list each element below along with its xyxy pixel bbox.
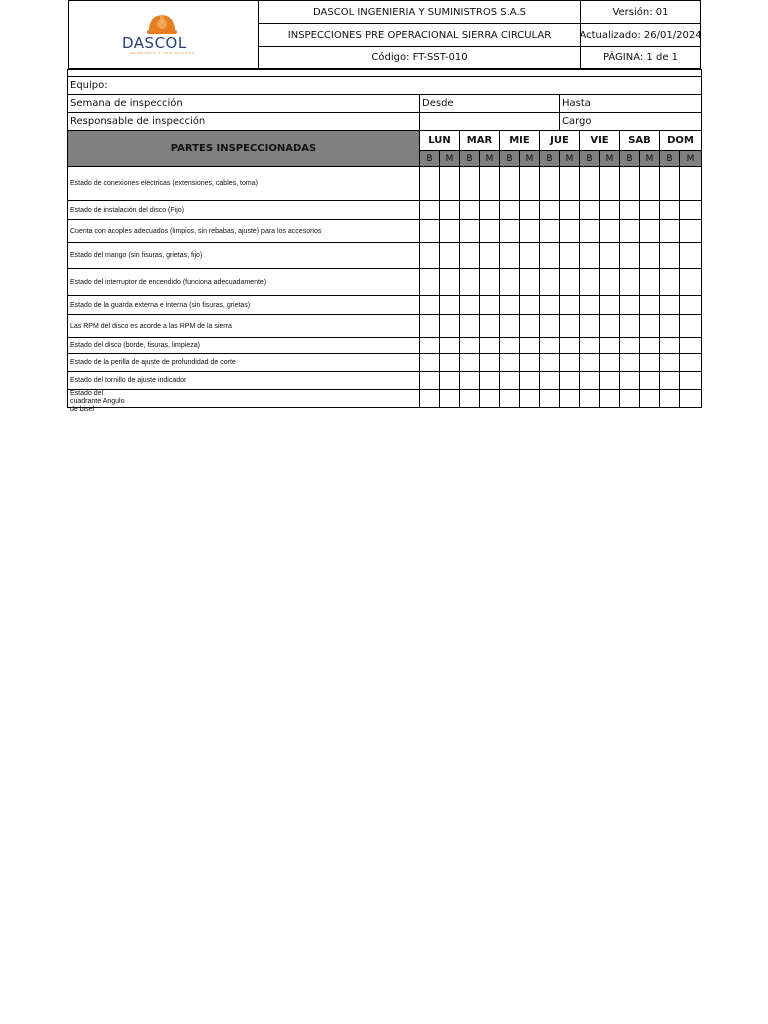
check-cell[interactable] xyxy=(520,315,540,338)
check-cell[interactable] xyxy=(540,243,560,269)
subheader-m-6: M xyxy=(680,151,702,167)
check-cell[interactable] xyxy=(520,167,540,201)
check-cell[interactable] xyxy=(460,315,480,338)
check-cell[interactable] xyxy=(540,372,560,390)
check-cell[interactable] xyxy=(680,354,702,372)
company-name: DASCOL INGENIERIA Y SUMINISTROS S.A.S xyxy=(259,1,580,24)
check-cell[interactable] xyxy=(580,167,600,201)
check-cell[interactable] xyxy=(420,372,440,390)
check-cell[interactable] xyxy=(620,390,640,408)
check-cell[interactable] xyxy=(600,243,620,269)
check-cell[interactable] xyxy=(440,269,460,296)
check-cell[interactable] xyxy=(520,372,540,390)
check-cell[interactable] xyxy=(440,296,460,315)
check-cell[interactable] xyxy=(480,315,500,338)
check-cell[interactable] xyxy=(620,201,640,220)
check-cell[interactable] xyxy=(620,315,640,338)
check-cell[interactable] xyxy=(440,220,460,243)
day-header-mie: MIE xyxy=(500,131,540,151)
check-cell[interactable] xyxy=(420,269,440,296)
subheader-b-1: B xyxy=(460,151,480,167)
check-cell[interactable] xyxy=(500,315,520,338)
check-cell[interactable] xyxy=(480,354,500,372)
check-cell[interactable] xyxy=(680,390,702,408)
hasta-label: Hasta xyxy=(562,98,591,109)
check-cell[interactable] xyxy=(600,220,620,243)
document-code: Código: FT-SST-010 xyxy=(371,52,468,63)
check-cell[interactable] xyxy=(420,390,440,408)
check-cell[interactable] xyxy=(620,338,640,354)
check-cell[interactable] xyxy=(580,338,600,354)
day-header-dom: DOM xyxy=(660,131,702,151)
check-cell[interactable] xyxy=(660,269,680,296)
inspection-item-label: Estado de conexiones eléctricas (extensiones, cables, toma) xyxy=(68,167,420,201)
check-cell[interactable] xyxy=(660,220,680,243)
check-cell[interactable] xyxy=(460,243,480,269)
check-cell[interactable] xyxy=(680,220,702,243)
table-row xyxy=(68,167,702,201)
check-cell[interactable] xyxy=(480,201,500,220)
check-cell[interactable] xyxy=(560,269,580,296)
check-cell[interactable] xyxy=(520,390,540,408)
check-cell[interactable] xyxy=(580,243,600,269)
check-cell[interactable] xyxy=(480,243,500,269)
check-cell[interactable] xyxy=(540,354,560,372)
check-cell[interactable] xyxy=(540,338,560,354)
check-cell[interactable] xyxy=(600,338,620,354)
check-cell[interactable] xyxy=(580,372,600,390)
check-cell[interactable] xyxy=(680,315,702,338)
check-cell[interactable] xyxy=(520,243,540,269)
check-cell[interactable] xyxy=(580,269,600,296)
desde-label: Desde xyxy=(422,98,454,109)
inspection-item-label: Estado del mango (sin fisuras, grietas, fijo) xyxy=(68,243,420,269)
check-cell[interactable] xyxy=(440,201,460,220)
check-cell[interactable] xyxy=(560,372,580,390)
check-cell[interactable] xyxy=(660,372,680,390)
check-cell[interactable] xyxy=(500,338,520,354)
responsable-label: Responsable de inspección xyxy=(68,113,420,131)
check-cell[interactable] xyxy=(680,269,702,296)
document-updated: Actualizado: 26/01/2024 xyxy=(580,24,700,47)
check-cell[interactable] xyxy=(500,167,520,201)
table-row xyxy=(68,338,702,354)
check-cell[interactable] xyxy=(660,338,680,354)
check-cell[interactable] xyxy=(540,315,560,338)
check-cell[interactable] xyxy=(640,220,660,243)
check-cell[interactable] xyxy=(600,201,620,220)
check-cell[interactable] xyxy=(420,338,440,354)
inspection-item-label: Estado de la guarda externa e interna (sin fisuras, grietas) xyxy=(68,296,420,315)
check-cell[interactable] xyxy=(460,390,480,408)
check-cell[interactable] xyxy=(680,167,702,201)
subheader-m-3: M xyxy=(560,151,580,167)
check-cell[interactable] xyxy=(520,220,540,243)
parts-header: PARTES INSPECCIONADAS xyxy=(68,131,420,167)
check-cell[interactable] xyxy=(440,390,460,408)
check-cell[interactable] xyxy=(420,220,440,243)
check-cell[interactable] xyxy=(500,296,520,315)
check-cell[interactable] xyxy=(560,354,580,372)
check-cell[interactable] xyxy=(560,220,580,243)
check-cell[interactable] xyxy=(640,315,660,338)
check-cell[interactable] xyxy=(620,354,640,372)
check-cell[interactable] xyxy=(480,338,500,354)
check-cell[interactable] xyxy=(440,338,460,354)
table-row xyxy=(68,315,702,338)
check-cell[interactable] xyxy=(640,201,660,220)
inspection-item-label: Estado del tornillo de ajuste indicador xyxy=(68,372,420,390)
check-cell[interactable] xyxy=(620,167,640,201)
check-cell[interactable] xyxy=(660,243,680,269)
check-cell[interactable] xyxy=(500,372,520,390)
check-cell[interactable] xyxy=(560,243,580,269)
check-cell[interactable] xyxy=(580,315,600,338)
check-cell[interactable] xyxy=(600,315,620,338)
check-cell[interactable] xyxy=(580,390,600,408)
check-cell[interactable] xyxy=(460,338,480,354)
check-cell[interactable] xyxy=(480,269,500,296)
check-cell[interactable] xyxy=(500,243,520,269)
inspection-item-label: Las RPM del disco es acorde a las RPM de la sierra xyxy=(68,315,420,338)
semana-label: Semana de inspección xyxy=(68,95,420,113)
document-header xyxy=(68,0,701,69)
subheader-m-2: M xyxy=(520,151,540,167)
desde-field[interactable] xyxy=(420,95,560,113)
check-cell[interactable] xyxy=(680,201,702,220)
check-cell[interactable] xyxy=(480,390,500,408)
check-cell[interactable] xyxy=(480,296,500,315)
check-cell[interactable] xyxy=(640,338,660,354)
subheader-b-4: B xyxy=(580,151,600,167)
check-cell[interactable] xyxy=(620,372,640,390)
check-cell[interactable] xyxy=(480,167,500,201)
document-version: Versión: 01 xyxy=(580,1,700,24)
subheader-b-6: B xyxy=(660,151,680,167)
check-cell[interactable] xyxy=(640,354,660,372)
check-cell[interactable] xyxy=(460,167,480,201)
check-cell[interactable] xyxy=(520,338,540,354)
check-cell[interactable] xyxy=(420,201,440,220)
check-cell[interactable] xyxy=(660,354,680,372)
check-cell[interactable] xyxy=(680,338,702,354)
check-cell[interactable] xyxy=(420,296,440,315)
subheader-b-3: B xyxy=(540,151,560,167)
check-cell[interactable] xyxy=(580,201,600,220)
check-cell[interactable] xyxy=(580,354,600,372)
check-cell[interactable] xyxy=(540,390,560,408)
day-header-lun: LUN xyxy=(420,131,460,151)
check-cell[interactable] xyxy=(680,372,702,390)
check-cell[interactable] xyxy=(420,243,440,269)
day-header-vie: VIE xyxy=(580,131,620,151)
check-cell[interactable] xyxy=(660,201,680,220)
equipo-field[interactable] xyxy=(68,77,702,95)
responsable-field[interactable] xyxy=(420,113,560,131)
table-row xyxy=(68,220,702,243)
check-cell[interactable] xyxy=(640,167,660,201)
check-cell[interactable] xyxy=(600,372,620,390)
inspection-item-label: Estado del disco (borde, fisuras, limpieza) xyxy=(68,338,420,354)
check-cell[interactable] xyxy=(420,167,440,201)
check-cell[interactable] xyxy=(560,296,580,315)
check-cell[interactable] xyxy=(460,201,480,220)
check-cell[interactable] xyxy=(620,296,640,315)
inspection-item-label: Cuenta con acoples adecuados (limpios, sin rebabas, ajuste) para los accesorios xyxy=(68,220,420,243)
check-cell[interactable] xyxy=(560,338,580,354)
check-cell[interactable] xyxy=(600,296,620,315)
check-cell[interactable] xyxy=(460,269,480,296)
check-cell[interactable] xyxy=(460,296,480,315)
document-title: INSPECCIONES PRE OPERACIONAL SIERRA CIRCULAR xyxy=(259,24,580,47)
check-cell[interactable] xyxy=(660,390,680,408)
check-cell[interactable] xyxy=(640,390,660,408)
inspection-item-text: Estado del cuadrante Angulo de bisel xyxy=(70,390,125,413)
subheader-m-5: M xyxy=(640,151,660,167)
table-row xyxy=(68,390,702,408)
check-cell[interactable] xyxy=(520,354,540,372)
document-page: PÁGINA: 1 de 1 xyxy=(580,47,700,68)
check-cell[interactable] xyxy=(480,220,500,243)
check-cell[interactable] xyxy=(540,296,560,315)
check-cell[interactable] xyxy=(440,243,460,269)
day-header-sab: SAB xyxy=(620,131,660,151)
day-header-mar: MAR xyxy=(460,131,500,151)
subheader-m-1: M xyxy=(480,151,500,167)
check-cell[interactable] xyxy=(440,354,460,372)
hasta-field[interactable] xyxy=(560,95,702,113)
check-cell[interactable] xyxy=(440,372,460,390)
inspection-item-label: Estado del interruptor de encendido (funciona adecuadamente) xyxy=(68,269,420,296)
table-row xyxy=(68,354,702,372)
subheader-m-0: M xyxy=(440,151,460,167)
check-cell[interactable] xyxy=(500,201,520,220)
check-cell[interactable] xyxy=(500,269,520,296)
table-row xyxy=(68,372,702,390)
inspection-table xyxy=(67,69,702,413)
check-cell[interactable] xyxy=(680,296,702,315)
check-cell[interactable] xyxy=(560,315,580,338)
check-cell[interactable] xyxy=(440,315,460,338)
check-cell[interactable] xyxy=(640,269,660,296)
logo-cell xyxy=(69,1,259,68)
check-cell[interactable] xyxy=(620,220,640,243)
check-cell[interactable] xyxy=(420,315,440,338)
table-row xyxy=(68,201,702,220)
check-cell[interactable] xyxy=(680,243,702,269)
check-cell[interactable] xyxy=(640,372,660,390)
inspection-rows xyxy=(68,167,702,413)
check-cell[interactable] xyxy=(440,167,460,201)
inspection-item-label xyxy=(68,390,420,413)
inspection-item-label: Estado de instalación del disco (Fijo) xyxy=(68,201,420,220)
check-cell[interactable] xyxy=(580,220,600,243)
subheader-b-0: B xyxy=(420,151,440,167)
check-cell[interactable] xyxy=(500,390,520,408)
check-cell[interactable] xyxy=(500,220,520,243)
check-cell[interactable] xyxy=(500,354,520,372)
check-cell[interactable] xyxy=(560,201,580,220)
spacer-row xyxy=(68,70,702,77)
table-row xyxy=(68,296,702,315)
check-cell[interactable] xyxy=(460,220,480,243)
check-cell[interactable] xyxy=(460,354,480,372)
check-cell[interactable] xyxy=(520,269,540,296)
check-cell[interactable] xyxy=(660,167,680,201)
check-cell[interactable] xyxy=(600,269,620,296)
check-cell[interactable] xyxy=(460,372,480,390)
day-header-jue: JUE xyxy=(540,131,580,151)
check-cell[interactable] xyxy=(600,390,620,408)
cargo-field[interactable] xyxy=(560,113,702,131)
check-cell[interactable] xyxy=(640,243,660,269)
check-cell[interactable] xyxy=(640,296,660,315)
check-cell[interactable] xyxy=(520,201,540,220)
logo-tagline: INGENIERIA Y SUMINISTROS xyxy=(129,51,195,55)
logo-wordmark: DASCOL xyxy=(122,34,187,52)
equipo-label: Equipo: xyxy=(70,80,108,91)
check-cell[interactable] xyxy=(620,243,640,269)
cargo-label: Cargo xyxy=(562,116,592,127)
table-row xyxy=(68,269,702,296)
check-cell[interactable] xyxy=(520,296,540,315)
check-cell[interactable] xyxy=(560,167,580,201)
check-cell[interactable] xyxy=(540,167,560,201)
check-cell[interactable] xyxy=(540,201,560,220)
check-cell[interactable] xyxy=(420,354,440,372)
check-cell[interactable] xyxy=(560,390,580,408)
subheader-b-5: B xyxy=(620,151,640,167)
check-cell[interactable] xyxy=(540,269,560,296)
subheader-b-2: B xyxy=(500,151,520,167)
check-cell[interactable] xyxy=(600,167,620,201)
check-cell[interactable] xyxy=(480,372,500,390)
check-cell[interactable] xyxy=(580,296,600,315)
check-cell[interactable] xyxy=(620,269,640,296)
check-cell[interactable] xyxy=(660,315,680,338)
inspection-item-label: Estado de la perilla de ajuste de profundidad de corte xyxy=(68,354,420,372)
subheader-m-4: M xyxy=(600,151,620,167)
check-cell[interactable] xyxy=(540,220,560,243)
table-row xyxy=(68,243,702,269)
check-cell[interactable] xyxy=(660,296,680,315)
check-cell[interactable] xyxy=(600,354,620,372)
